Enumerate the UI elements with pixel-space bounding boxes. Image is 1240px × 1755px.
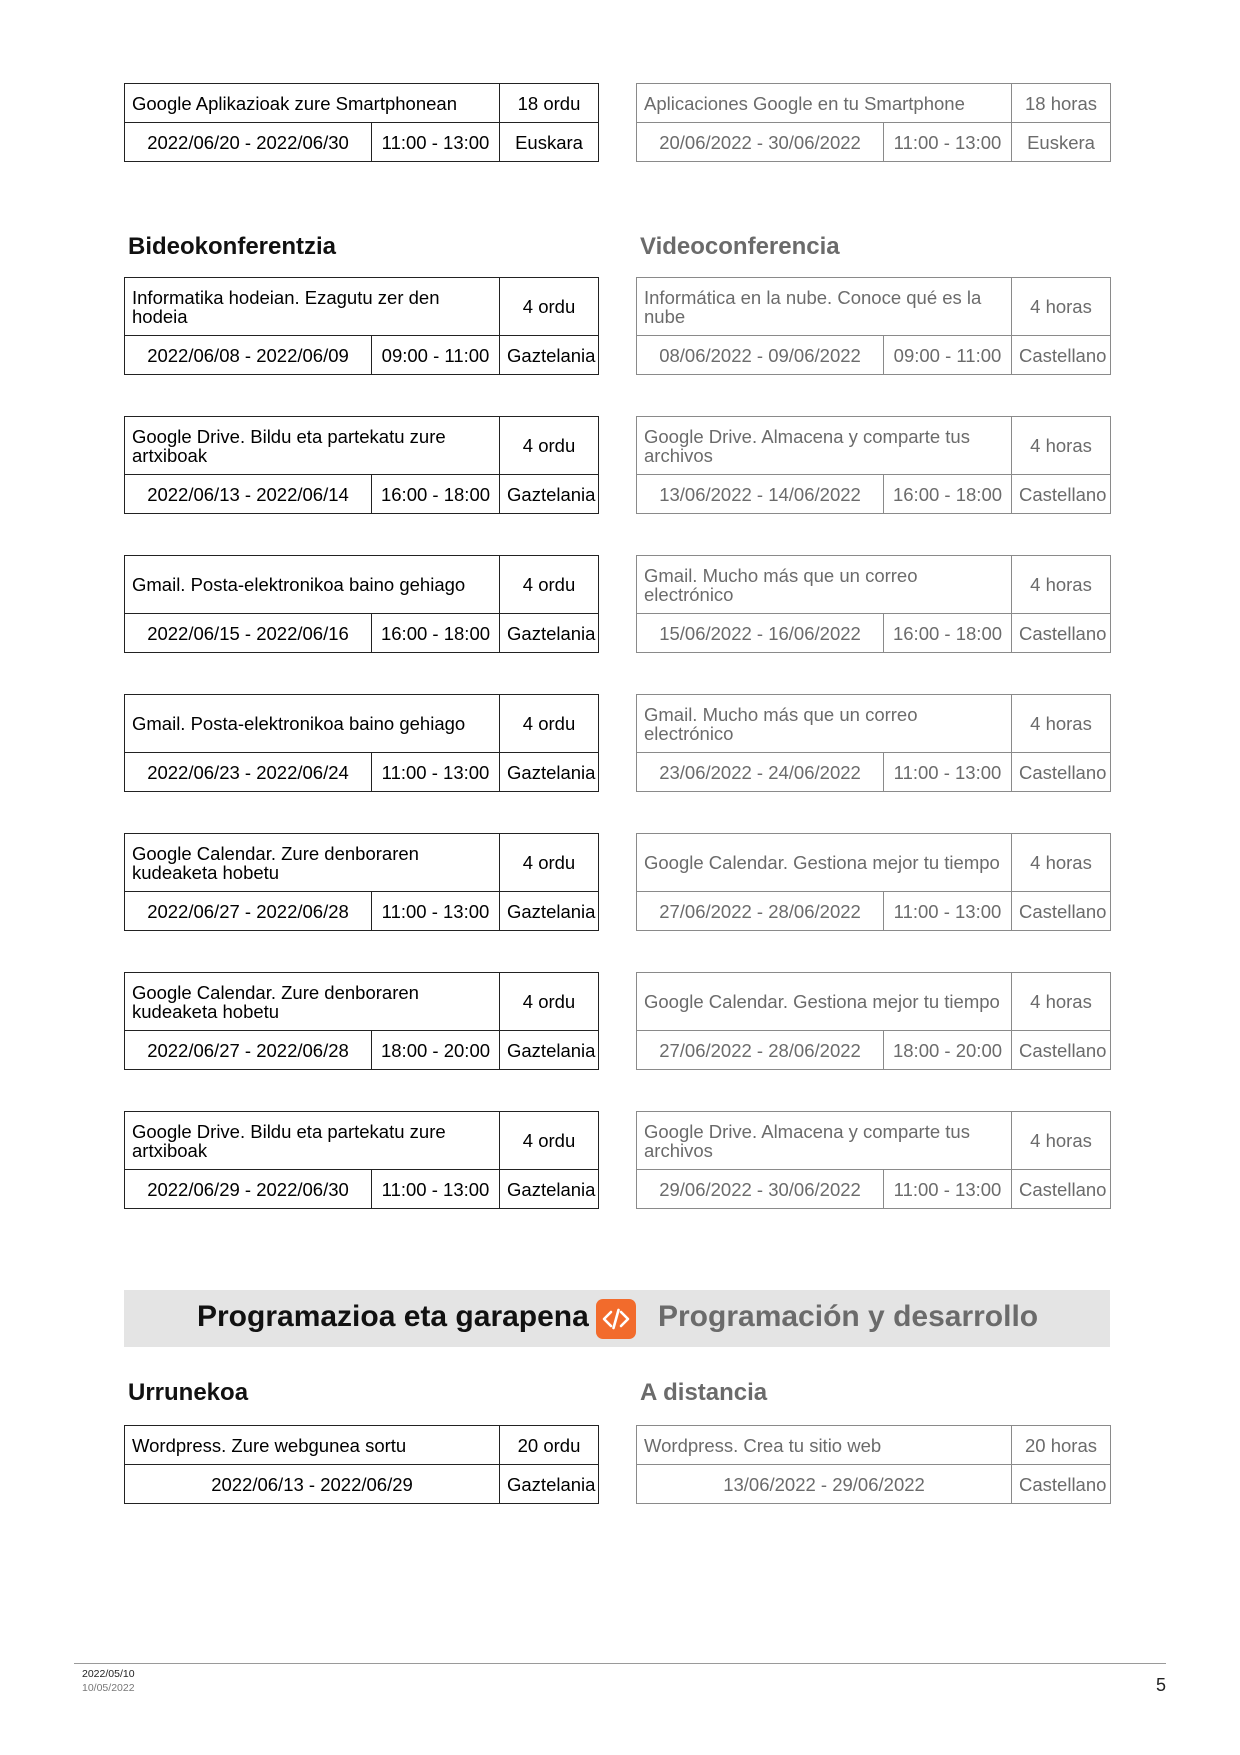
course-dates: 13/06/2022 - 29/06/2022 <box>637 1465 1012 1504</box>
code-icon <box>596 1299 636 1339</box>
course-title: Wordpress. Zure webgunea sortu <box>125 1426 500 1465</box>
section-heading: Videoconferencia <box>640 233 840 260</box>
course-table <box>124 555 599 653</box>
course-language: Gaztelania <box>500 614 599 653</box>
course-dates: 2022/06/13 - 2022/06/29 <box>125 1465 500 1504</box>
course-dates: 23/06/2022 - 24/06/2022 <box>637 753 884 792</box>
course-language: Gaztelania <box>500 475 599 514</box>
course-title: Gmail. Mucho más que un correo electrónico <box>637 695 1012 753</box>
course-table <box>636 972 1111 1070</box>
course-time: 16:00 - 18:00 <box>372 614 500 653</box>
course-time: 11:00 - 13:00 <box>884 123 1012 162</box>
course-table <box>124 416 599 514</box>
course-hours: 4 horas <box>1012 834 1111 892</box>
course-hours: 4 ordu <box>500 556 599 614</box>
course-language: Castellano <box>1012 753 1111 792</box>
category-title-spanish: Programación y desarrollo <box>658 1300 1039 1333</box>
course-language: Gaztelania <box>500 892 599 931</box>
course-hours: 18 ordu <box>500 84 599 123</box>
course-dates: 08/06/2022 - 09/06/2022 <box>637 336 884 375</box>
course-dates: 27/06/2022 - 28/06/2022 <box>637 1031 884 1070</box>
course-title: Google Drive. Bildu eta partekatu zure artxiboak <box>125 417 500 475</box>
course-time: 11:00 - 13:00 <box>884 1170 1012 1209</box>
section-heading: Bideokonferentzia <box>128 233 337 260</box>
course-title: Aplicaciones Google en tu Smartphone <box>637 84 1012 123</box>
course-title: Google Drive. Almacena y comparte tus archivos <box>637 1112 1012 1170</box>
course-dates: 2022/06/13 - 2022/06/14 <box>125 475 372 514</box>
course-dates: 20/06/2022 - 30/06/2022 <box>637 123 884 162</box>
course-time: 11:00 - 13:00 <box>372 123 500 162</box>
section-heading: A distancia <box>640 1379 768 1406</box>
course-language: Gaztelania <box>500 753 599 792</box>
course-time: 16:00 - 18:00 <box>884 475 1012 514</box>
course-dates: 2022/06/20 - 2022/06/30 <box>125 123 372 162</box>
course-language: Castellano <box>1012 1170 1111 1209</box>
course-hours: 4 horas <box>1012 695 1111 753</box>
course-title: Gmail. Mucho más que un correo electrónico <box>637 556 1012 614</box>
course-title: Wordpress. Crea tu sitio web <box>637 1426 1012 1465</box>
category-banner <box>124 1290 1110 1347</box>
course-table <box>636 416 1111 514</box>
course-hours: 4 ordu <box>500 278 599 336</box>
course-time: 11:00 - 13:00 <box>372 753 500 792</box>
course-time: 11:00 - 13:00 <box>372 1170 500 1209</box>
course-time: 16:00 - 18:00 <box>372 475 500 514</box>
course-table <box>124 694 599 792</box>
course-time: 11:00 - 13:00 <box>884 753 1012 792</box>
course-table <box>124 972 599 1070</box>
course-hours: 18 horas <box>1012 84 1111 123</box>
course-title: Google Aplikazioak zure Smartphonean <box>125 84 500 123</box>
course-table <box>636 833 1111 931</box>
course-title: Gmail. Posta-elektronikoa baino gehiago <box>125 556 500 614</box>
category-title-basque: Programazioa eta garapena <box>197 1300 589 1333</box>
course-dates: 2022/06/23 - 2022/06/24 <box>125 753 372 792</box>
course-hours: 4 horas <box>1012 973 1111 1031</box>
course-dates: 2022/06/29 - 2022/06/30 <box>125 1170 372 1209</box>
course-hours: 4 horas <box>1012 1112 1111 1170</box>
course-title: Google Drive. Almacena y comparte tus archivos <box>637 417 1012 475</box>
course-language: Euskera <box>1012 123 1111 162</box>
course-dates: 15/06/2022 - 16/06/2022 <box>637 614 884 653</box>
course-time: 11:00 - 13:00 <box>372 892 500 931</box>
course-table <box>124 277 599 375</box>
course-dates: 29/06/2022 - 30/06/2022 <box>637 1170 884 1209</box>
course-time: 09:00 - 11:00 <box>372 336 500 375</box>
course-title: Google Drive. Bildu eta partekatu zure artxiboak <box>125 1112 500 1170</box>
footer-date-spanish: 10/05/2022 <box>82 1682 135 1694</box>
course-hours: 4 ordu <box>500 834 599 892</box>
course-hours: 4 ordu <box>500 417 599 475</box>
course-dates: 27/06/2022 - 28/06/2022 <box>637 892 884 931</box>
course-table <box>636 83 1111 162</box>
course-table <box>636 555 1111 653</box>
course-language: Euskara <box>500 123 599 162</box>
course-language: Castellano <box>1012 1465 1111 1504</box>
course-hours: 4 horas <box>1012 556 1111 614</box>
course-language: Castellano <box>1012 892 1111 931</box>
course-language: Gaztelania <box>500 1465 599 1504</box>
course-time: 18:00 - 20:00 <box>372 1031 500 1070</box>
course-language: Gaztelania <box>500 1031 599 1070</box>
course-dates: 2022/06/27 - 2022/06/28 <box>125 1031 372 1070</box>
course-dates: 13/06/2022 - 14/06/2022 <box>637 475 884 514</box>
course-language: Castellano <box>1012 614 1111 653</box>
course-title: Google Calendar. Gestiona mejor tu tiempo <box>637 834 1012 892</box>
course-table <box>124 83 599 162</box>
course-language: Castellano <box>1012 336 1111 375</box>
course-language: Gaztelania <box>500 1170 599 1209</box>
course-hours: 4 ordu <box>500 973 599 1031</box>
course-title: Informática en la nube. Conoce qué es la nube <box>637 278 1012 336</box>
course-hours: 4 horas <box>1012 417 1111 475</box>
course-hours: 20 ordu <box>500 1426 599 1465</box>
page-number: 5 <box>1155 1675 1166 1695</box>
course-time: 18:00 - 20:00 <box>884 1031 1012 1070</box>
course-hours: 20 horas <box>1012 1426 1111 1465</box>
course-time: 09:00 - 11:00 <box>884 336 1012 375</box>
footer-date-basque: 2022/05/10 <box>82 1668 135 1680</box>
course-title: Google Calendar. Gestiona mejor tu tiempo <box>637 973 1012 1031</box>
course-table <box>636 277 1111 375</box>
course-time: 16:00 - 18:00 <box>884 614 1012 653</box>
course-table <box>124 1111 599 1209</box>
course-time: 11:00 - 13:00 <box>884 892 1012 931</box>
course-language: Gaztelania <box>500 336 599 375</box>
course-title: Gmail. Posta-elektronikoa baino gehiago <box>125 695 500 753</box>
course-language: Castellano <box>1012 1031 1111 1070</box>
course-title: Google Calendar. Zure denboraren kudeaketa hobetu <box>125 834 500 892</box>
course-hours: 4 ordu <box>500 1112 599 1170</box>
course-dates: 2022/06/27 - 2022/06/28 <box>125 892 372 931</box>
course-table <box>636 1425 1111 1504</box>
course-dates: 2022/06/08 - 2022/06/09 <box>125 336 372 375</box>
course-title: Informatika hodeian. Ezagutu zer den hodeia <box>125 278 500 336</box>
course-table <box>124 1425 599 1504</box>
course-dates: 2022/06/15 - 2022/06/16 <box>125 614 372 653</box>
course-table <box>636 694 1111 792</box>
course-table <box>636 1111 1111 1209</box>
course-title: Google Calendar. Zure denboraren kudeaketa hobetu <box>125 973 500 1031</box>
course-language: Castellano <box>1012 475 1111 514</box>
course-table <box>124 833 599 931</box>
footer-divider <box>74 1663 1166 1664</box>
course-hours: 4 horas <box>1012 278 1111 336</box>
course-hours: 4 ordu <box>500 695 599 753</box>
section-heading: Urrunekoa <box>128 1379 249 1406</box>
